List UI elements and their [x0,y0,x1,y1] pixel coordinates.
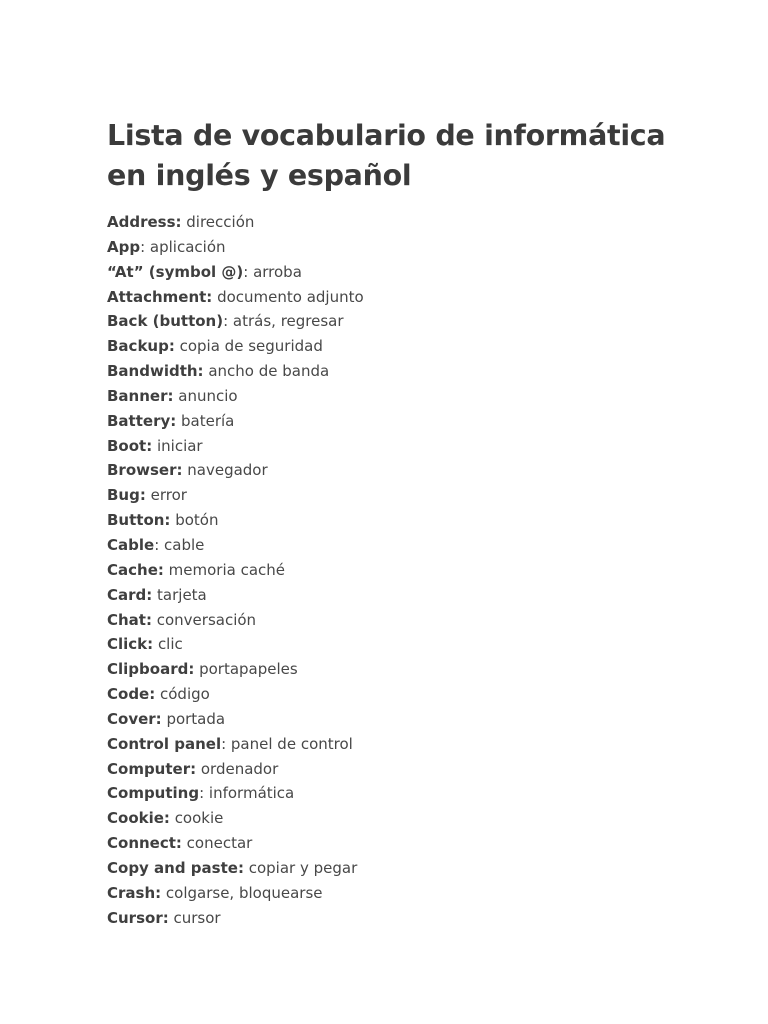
entry-term: Bug: [107,486,146,505]
entry-term: Computing [107,784,200,803]
entry-term: Code: [107,685,156,704]
entry-translation: copia de seguridad [174,337,323,356]
entry-translation: navegador [182,461,268,480]
entry-term: Button: [107,511,171,530]
entry-term: Backup: [107,337,175,356]
entry-translation: : cable [154,535,205,554]
vocabulary-entry [107,483,707,508]
entry-translation: anuncio [173,386,238,405]
vocabulary-entry [107,260,707,285]
vocabulary-entry [107,558,707,583]
entry-translation: : atrás, regresar [223,312,344,331]
entry-translation: cookie [169,809,224,828]
vocabulary-entry [107,608,707,633]
entry-term: Cable [107,535,155,554]
entry-term: Attachment: [107,287,213,306]
entry-term: Card: [107,585,153,604]
vocabulary-entry [107,632,707,657]
entry-term: Clipboard: [107,660,195,679]
vocabulary-entry [107,707,707,732]
entry-term: App [107,237,141,256]
entry-translation: clic [153,635,183,654]
entry-term: Browser: [107,461,183,480]
entry-term: Crash: [107,883,162,902]
entry-translation: batería [176,411,235,430]
vocabulary-entry [107,881,707,906]
entry-term: Click: [107,635,154,654]
entry-term: Address: [107,213,182,231]
entry-translation: : arroba [243,262,302,281]
entry-translation: documento adjunto [212,287,364,306]
entry-translation: código [155,685,210,704]
entry-translation: dirección [181,213,255,231]
entry-term: Boot: [107,436,153,455]
vocabulary-entry [107,781,707,806]
entry-translation: ordenador [196,759,279,778]
vocabulary-entry [107,359,707,384]
entry-term: Copy and paste: [107,858,244,877]
entry-translation: portapapeles [194,660,298,679]
entry-term: Banner: [107,386,174,405]
vocabulary-entry [107,508,707,533]
vocabulary-entry [107,409,707,434]
entry-term: Bandwidth: [107,362,204,381]
entry-translation: conectar [181,834,253,853]
vocabulary-entry [107,458,707,483]
vocabulary-entry [107,906,707,931]
vocabulary-entry [107,682,707,707]
entry-translation: copiar y pegar [243,858,358,877]
entry-translation: error [145,486,187,505]
entry-term: “At” (symbol @) [107,262,244,281]
entry-translation: conversación [151,610,257,629]
page-title: Lista de vocabulario de informática en inglés y español [107,119,666,192]
vocabulary-entry [107,309,707,334]
vocabulary-entry [107,533,707,558]
entry-translation: botón [170,511,219,530]
entry-translation: : panel de control [221,734,353,753]
entry-term: Control panel [107,734,222,753]
vocabulary-entry [107,434,707,459]
vocabulary-entry [107,732,707,757]
entry-translation: memoria caché [163,560,285,579]
entry-translation: : aplicación [140,237,226,256]
entry-term: Chat: [107,610,152,629]
entry-translation: cursor [168,908,221,927]
vocabulary-entry [107,806,707,831]
vocabulary-entry [107,235,707,260]
entry-term: Cursor: [107,908,169,927]
vocabulary-entry [107,334,707,359]
entry-translation: portada [161,709,226,728]
entry-term: Computer: [107,759,197,778]
document-page [107,116,707,930]
vocabulary-entry [107,757,707,782]
entry-translation: colgarse, bloquearse [161,883,323,902]
entry-term: Connect: [107,834,182,853]
entry-term: Cover: [107,709,162,728]
vocabulary-entry [107,384,707,409]
entry-translation: iniciar [152,436,203,455]
entry-term: Back (button) [107,312,224,331]
vocabulary-entry [107,856,707,881]
entry-translation: : informática [199,784,295,803]
entry-term: Battery: [107,411,177,430]
vocabulary-entry [107,285,707,310]
entry-term: Cache: [107,560,164,579]
entry-translation: ancho de banda [203,362,330,381]
entry-translation: tarjeta [152,585,207,604]
entry-term: Cookie: [107,809,170,828]
vocabulary-entry [107,657,707,682]
vocabulary-list [107,210,707,930]
vocabulary-entry [107,583,707,608]
vocabulary-entry [107,831,707,856]
vocabulary-entry [107,210,707,235]
